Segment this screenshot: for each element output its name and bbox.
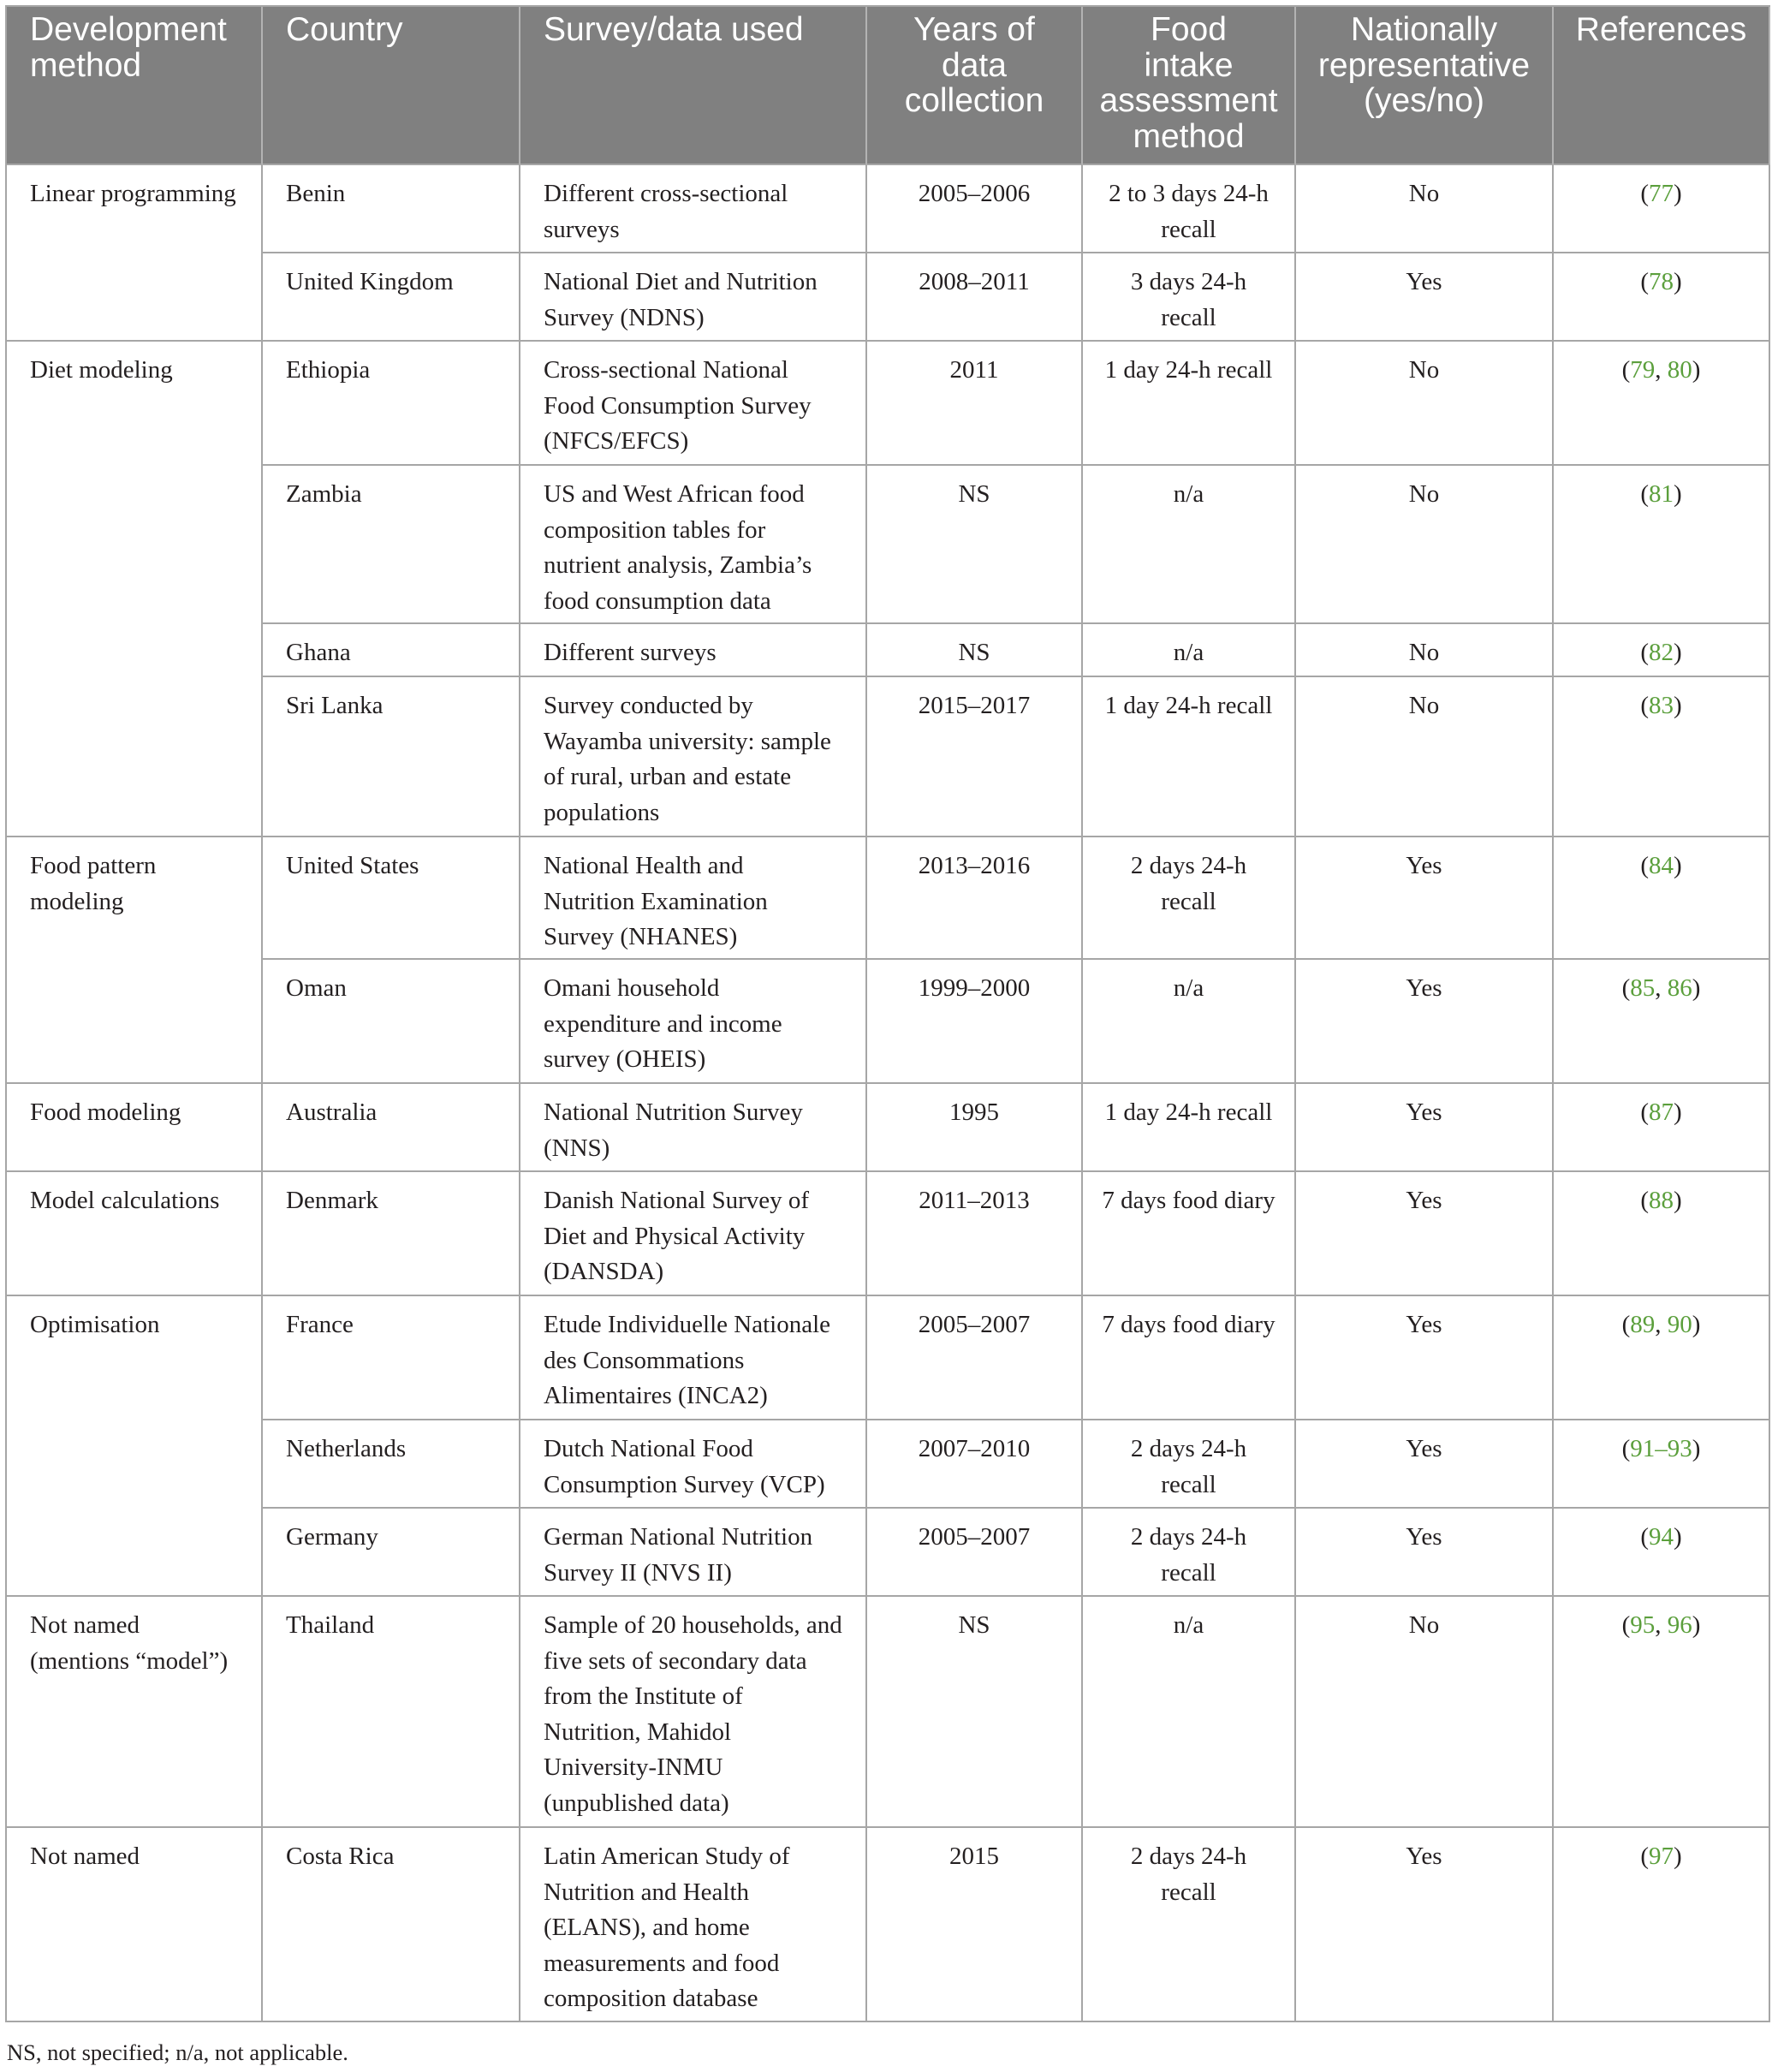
survey-data-cell: National Diet and Nutrition Survey (NDNS) — [520, 253, 867, 342]
country-cell: Costa Rica — [263, 1828, 520, 2022]
survey-data-cell: Sample of 20 households, and five sets of secondary data from the Institute of Nutrition, Mahidol University-INMU (unpublished data) — [520, 1597, 867, 1828]
reference-link[interactable]: 79 — [1630, 356, 1656, 384]
survey-data-cell: Different cross-sectional surveys — [520, 165, 867, 253]
references-cell: (89, 90) — [1554, 1296, 1770, 1420]
intake-method-cell: 7 days food diary — [1083, 1172, 1296, 1296]
country-cell: Germany — [263, 1509, 520, 1597]
country-cell: Denmark — [263, 1172, 520, 1296]
survey-data-cell: Omani household expenditure and income survey (OHEIS) — [520, 960, 867, 1084]
years-cell: 2007–2010 — [867, 1420, 1083, 1509]
country-cell: Ghana — [263, 624, 520, 677]
survey-data-cell: German National Nutrition Survey II (NVS II) — [520, 1509, 867, 1597]
nationally-representative-cell: Yes — [1296, 960, 1554, 1084]
intake-method-cell: 1 day 24-h recall — [1083, 677, 1296, 837]
reference-link[interactable]: 91–93 — [1630, 1435, 1692, 1462]
references-cell: (97) — [1554, 1828, 1770, 2022]
development-method-cell: Not named (mentions “model”) — [7, 1597, 263, 1828]
development-method-cell: Model calculations — [7, 1172, 263, 1296]
survey-data-cell: National Nutrition Survey (NNS) — [520, 1084, 867, 1172]
reference-link[interactable]: 97 — [1649, 1843, 1674, 1870]
intake-method-cell: n/a — [1083, 960, 1296, 1084]
years-cell: 2005–2007 — [867, 1296, 1083, 1420]
references-cell: (88) — [1554, 1172, 1770, 1296]
country-cell: Australia — [263, 1084, 520, 1172]
development-method-cell: Diet modeling — [7, 342, 263, 837]
nationally-representative-cell: No — [1296, 165, 1554, 253]
references-cell: (85, 86) — [1554, 960, 1770, 1084]
reference-link[interactable]: 87 — [1649, 1099, 1674, 1126]
survey-data-cell: Survey conducted by Wayamba university: sample of rural, urban and estate populations — [520, 677, 867, 837]
nationally-representative-cell: Yes — [1296, 1828, 1554, 2022]
nationally-representative-cell: Yes — [1296, 1296, 1554, 1420]
development-method-cell: Linear programming — [7, 165, 263, 342]
nationally-representative-cell: Yes — [1296, 1084, 1554, 1172]
references-cell: (81) — [1554, 466, 1770, 624]
intake-method-cell: 1 day 24-h recall — [1083, 1084, 1296, 1172]
country-cell: Oman — [263, 960, 520, 1084]
survey-data-cell: Dutch National Food Consumption Survey (VCP) — [520, 1420, 867, 1509]
reference-link[interactable]: 77 — [1649, 180, 1674, 207]
references-cell: (95, 96) — [1554, 1597, 1770, 1828]
years-cell: 2008–2011 — [867, 253, 1083, 342]
references-cell: (94) — [1554, 1509, 1770, 1597]
intake-method-cell: 2 days 24-h recall — [1083, 837, 1296, 960]
survey-data-cell: Latin American Study of Nutrition and Health (ELANS), and home measurements and food composition database — [520, 1828, 867, 2022]
nationally-representative-cell: No — [1296, 624, 1554, 677]
references-cell: (82) — [1554, 624, 1770, 677]
years-cell: 2005–2007 — [867, 1509, 1083, 1597]
intake-method-cell: n/a — [1083, 466, 1296, 624]
nationally-representative-cell: Yes — [1296, 253, 1554, 342]
data-table — [5, 5, 1770, 2022]
table-footnote: NS, not specified; n/a, not applicable. — [7, 2039, 348, 2065]
reference-link[interactable]: 95 — [1630, 1611, 1656, 1639]
years-cell: 2005–2006 — [867, 165, 1083, 253]
country-cell: Netherlands — [263, 1420, 520, 1509]
nationally-representative-cell: No — [1296, 677, 1554, 837]
survey-data-cell: Cross-sectional National Food Consumption Survey (NFCS/EFCS) — [520, 342, 867, 466]
years-cell: 2011 — [867, 342, 1083, 466]
header-development-method: Development method — [7, 7, 263, 165]
intake-method-cell: 2 days 24-h recall — [1083, 1420, 1296, 1509]
years-cell: NS — [867, 466, 1083, 624]
nationally-representative-cell: Yes — [1296, 1420, 1554, 1509]
country-cell: Benin — [263, 165, 520, 253]
development-method-cell: Food pattern modeling — [7, 837, 263, 1084]
reference-link[interactable]: 94 — [1649, 1523, 1674, 1551]
nationally-representative-cell: Yes — [1296, 837, 1554, 960]
header-country: Country — [263, 7, 520, 165]
development-method-cell: Food modeling — [7, 1084, 263, 1172]
survey-data-cell: Danish National Survey of Diet and Physical Activity (DANSDA) — [520, 1172, 867, 1296]
references-cell: (78) — [1554, 253, 1770, 342]
country-cell: Ethiopia — [263, 342, 520, 466]
nationally-representative-cell: Yes — [1296, 1172, 1554, 1296]
references-cell: (79, 80) — [1554, 342, 1770, 466]
country-cell: France — [263, 1296, 520, 1420]
header-references: References — [1554, 7, 1770, 165]
intake-method-cell: 2 to 3 days 24-h recall — [1083, 165, 1296, 253]
survey-data-cell: Etude Individuelle Nationale des Consommations Alimentaires (INCA2) — [520, 1296, 867, 1420]
reference-link[interactable]: 88 — [1649, 1187, 1674, 1214]
nationally-representative-cell: No — [1296, 342, 1554, 466]
references-cell: (91–93) — [1554, 1420, 1770, 1509]
intake-method-cell: 1 day 24-h recall — [1083, 342, 1296, 466]
header-food-intake-assessment-method: Food intake assessment method — [1083, 7, 1296, 165]
reference-link[interactable]: 80 — [1667, 356, 1692, 384]
years-cell: NS — [867, 624, 1083, 677]
country-cell: United States — [263, 837, 520, 960]
years-cell: 1999–2000 — [867, 960, 1083, 1084]
reference-link[interactable]: 82 — [1649, 639, 1674, 666]
intake-method-cell: n/a — [1083, 1597, 1296, 1828]
nationally-representative-cell: Yes — [1296, 1509, 1554, 1597]
country-cell: Zambia — [263, 466, 520, 624]
reference-link[interactable]: 78 — [1649, 268, 1674, 295]
survey-data-cell: National Health and Nutrition Examination Survey (NHANES) — [520, 837, 867, 960]
intake-method-cell: 2 days 24-h recall — [1083, 1828, 1296, 2022]
years-cell: 2015–2017 — [867, 677, 1083, 837]
reference-link[interactable]: 85 — [1630, 974, 1656, 1002]
years-cell: 2013–2016 — [867, 837, 1083, 960]
intake-method-cell: 2 days 24-h recall — [1083, 1509, 1296, 1597]
years-cell: 2015 — [867, 1828, 1083, 2022]
country-cell: Sri Lanka — [263, 677, 520, 837]
years-cell: NS — [867, 1597, 1083, 1828]
nationally-representative-cell: No — [1296, 466, 1554, 624]
years-cell: 1995 — [867, 1084, 1083, 1172]
reference-link[interactable]: 96 — [1667, 1611, 1692, 1639]
references-cell: (87) — [1554, 1084, 1770, 1172]
survey-data-cell: US and West African food composition tables for nutrient analysis, Zambia’s food consumption data — [520, 466, 867, 624]
years-cell: 2011–2013 — [867, 1172, 1083, 1296]
country-cell: Thailand — [263, 1597, 520, 1828]
survey-data-cell: Different surveys — [520, 624, 867, 677]
references-cell: (77) — [1554, 165, 1770, 253]
nationally-representative-cell: No — [1296, 1597, 1554, 1828]
reference-link[interactable]: 86 — [1667, 974, 1692, 1002]
reference-link[interactable]: 81 — [1649, 480, 1674, 508]
header-years-of-data-collection: Years of data collection — [867, 7, 1083, 165]
development-method-cell: Optimisation — [7, 1296, 263, 1597]
intake-method-cell: 3 days 24-h recall — [1083, 253, 1296, 342]
reference-link[interactable]: 89 — [1630, 1311, 1656, 1338]
header-nationally-representative: Nationally representative (yes/no) — [1296, 7, 1554, 165]
intake-method-cell: 7 days food diary — [1083, 1296, 1296, 1420]
header-survey-data-used: Survey/data used — [520, 7, 867, 165]
references-cell: (83) — [1554, 677, 1770, 837]
reference-link[interactable]: 90 — [1667, 1311, 1692, 1338]
development-method-cell: Not named — [7, 1828, 263, 2022]
references-cell: (84) — [1554, 837, 1770, 960]
country-cell: United Kingdom — [263, 253, 520, 342]
intake-method-cell: n/a — [1083, 624, 1296, 677]
reference-link[interactable]: 83 — [1649, 692, 1674, 719]
reference-link[interactable]: 84 — [1649, 852, 1674, 879]
